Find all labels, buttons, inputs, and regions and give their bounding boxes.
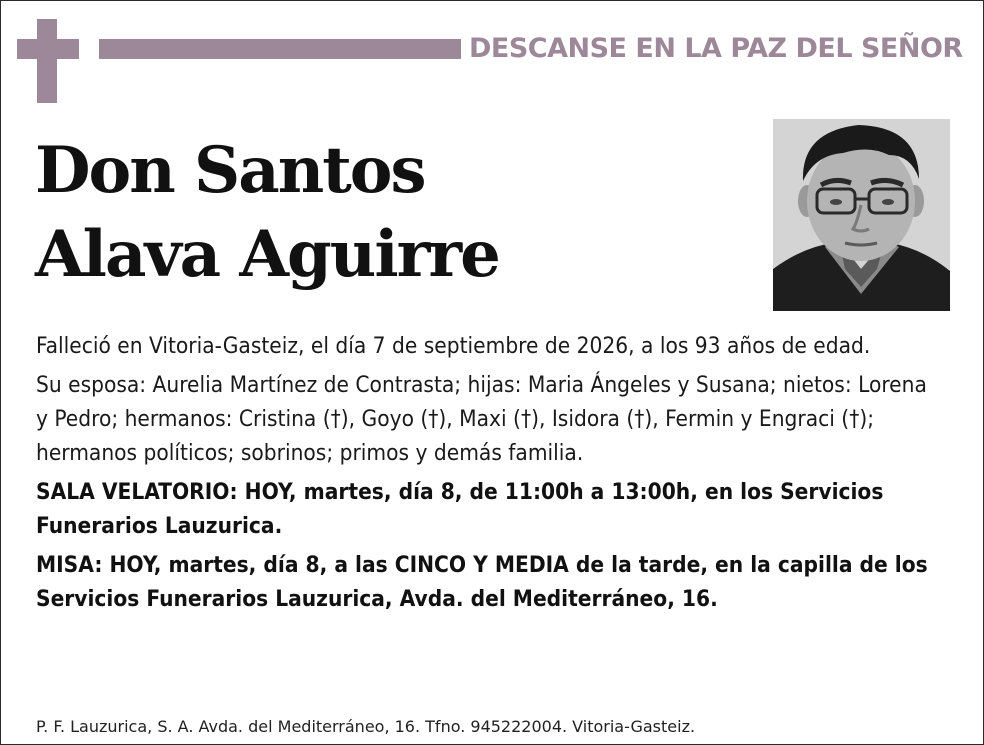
wake-text: SALA VELATORIO: HOY, martes, día 8, de 11:00h a 13:00h, en los Servicios Funerarios Lauzurica. xyxy=(36,479,884,539)
funeral-home-footer: P. F. Lauzurica, S. A. Avda. del Mediterráneo, 16. Tfno. 945222004. Vitoria-Gasteiz. xyxy=(36,717,696,736)
portrait-photo xyxy=(773,119,950,311)
notice-body xyxy=(36,329,941,621)
mass-text: MISA: HOY, martes, día 8, a las CINCO Y MEDIA de la tarde, en la capilla de los Servicios Funerarios Lauzurica, Avda. del Mediterráneo, 16. xyxy=(36,552,928,612)
family-text: Su esposa: Aurelia Martínez de Contrasta; hijas: Maria Ángeles y Susana; nietos: Lorena y Pedro; hermanos: Cristina (†), Goyo (†), Maxi (†), Isidora (†), Fermin y Engraci (†); hermanos políticos; sobrinos; primos y demás familia. xyxy=(36,372,927,466)
name-line-1: Don Santos xyxy=(35,133,425,208)
cross-icon xyxy=(37,19,57,103)
header-bar xyxy=(99,39,461,59)
header-title: DESCANSE EN LA PAZ DEL SEÑOR xyxy=(469,33,963,64)
name-line-2: Alava Aguirre xyxy=(35,217,499,292)
deceased-name xyxy=(35,129,499,297)
death-notice-text: Falleció en Vitoria-Gasteiz, el día 7 de septiembre de 2026, a los 93 años de edad. xyxy=(36,333,871,359)
cross-icon-arm xyxy=(17,39,79,59)
